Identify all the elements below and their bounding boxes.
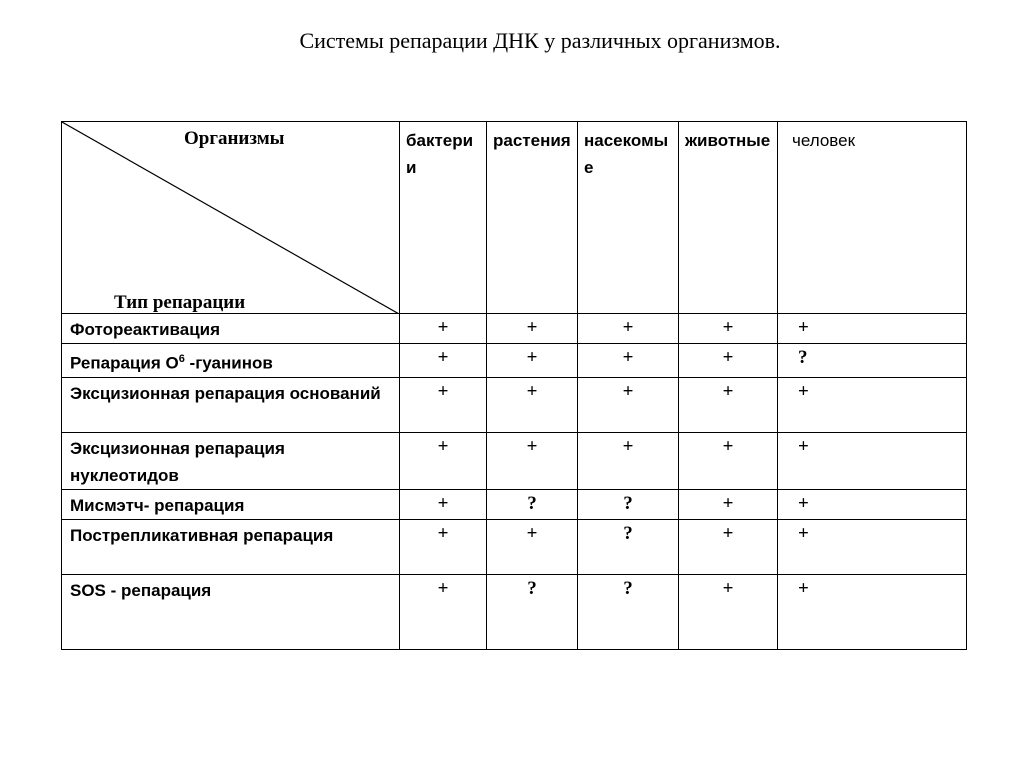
row-label-tail: -гуанинов [184,353,273,373]
cell-value: + [400,519,487,574]
corner-header-cell [62,122,400,314]
cell-value: + [400,489,487,519]
cell-value: + [778,489,967,519]
row-label [62,344,400,378]
row-label-text: Репарация О [70,353,179,373]
cell-value: + [679,377,778,432]
cell-value: + [487,344,578,378]
cell-value: + [679,519,778,574]
row-label: Фотореактивация [62,314,400,344]
cell-value: ? [578,574,679,649]
row-label: Мисмэтч- репарация [62,489,400,519]
table-row [62,489,967,519]
cell-value: + [679,489,778,519]
cell-value: + [578,377,679,432]
cell-value: + [400,314,487,344]
cell-value: + [679,314,778,344]
cell-value: + [679,574,778,649]
cell-value: + [778,377,967,432]
cell-value: + [778,519,967,574]
cell-value: + [487,314,578,344]
table-row [62,344,967,378]
cell-value: + [487,519,578,574]
corner-repair-type-label: Тип репарации [114,292,246,313]
column-header-plants: растения [487,122,578,314]
column-header-human: человек [778,122,967,314]
table-row [62,377,967,432]
cell-value: ? [487,489,578,519]
diagonal-divider [62,122,399,314]
row-label: Пострепликативная репарация [62,519,400,574]
cell-value: ? [578,489,679,519]
cell-value: + [400,344,487,378]
cell-value: + [679,344,778,378]
table-row [62,574,967,649]
column-header-bacteria: бактерии [400,122,487,314]
cell-value: ? [578,519,679,574]
row-label: Эксцизионная репарация нуклеотидов [62,432,400,489]
table-row [62,314,967,344]
corner-organisms-label: Организмы [184,128,285,149]
row-label-superscript: 6 [178,353,185,365]
column-header-insects: насекомые [578,122,679,314]
cell-value: + [578,344,679,378]
page-title: Системы репарации ДНК у различных организмов. [299,28,781,53]
cell-value: + [778,314,967,344]
cell-value: + [487,377,578,432]
table-row [62,432,967,489]
row-label: SOS - репарация [62,574,400,649]
header-row [62,122,967,314]
cell-value: ? [487,574,578,649]
cell-value: + [400,377,487,432]
cell-value: + [400,432,487,489]
cell-value: + [578,432,679,489]
column-header-animals: животные [679,122,778,314]
cell-value: + [487,432,578,489]
cell-value: + [578,314,679,344]
cell-value: + [679,432,778,489]
cell-value: ? [778,344,967,378]
table-row [62,519,967,574]
cell-value: + [400,574,487,649]
cell-value: + [778,574,967,649]
row-label: Эксцизионная репарация оснований [62,377,400,432]
cell-value: + [778,432,967,489]
repair-systems-table [61,121,967,650]
